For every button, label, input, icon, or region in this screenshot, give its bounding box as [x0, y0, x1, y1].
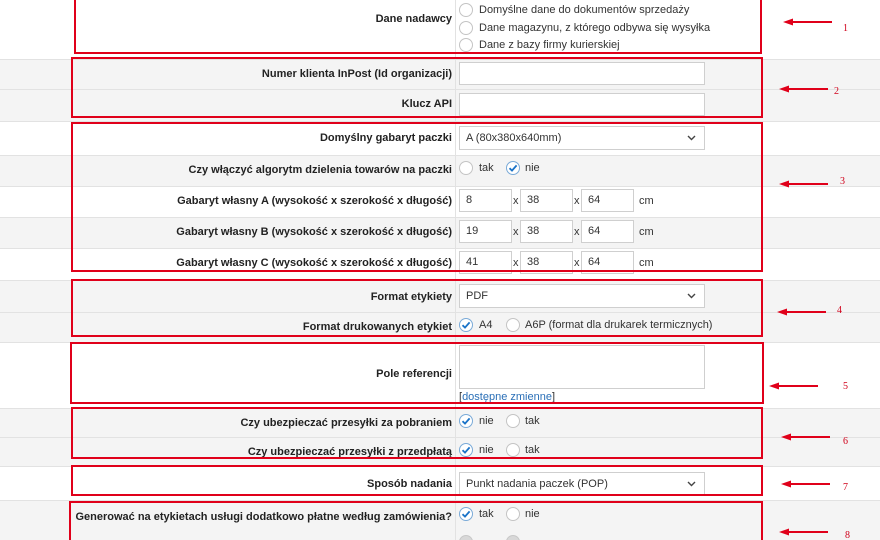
dimension-separator: x: [513, 226, 519, 238]
available-variables: [dostępne zmienne]: [459, 391, 556, 403]
annotation-arrow-icon: [778, 85, 830, 93]
annotation-box-5: [70, 342, 764, 404]
insure-cod-no-label[interactable]: nie: [479, 415, 494, 427]
split-yes-label[interactable]: tak: [479, 162, 494, 174]
annotation-number-4: 4: [837, 305, 842, 316]
annotation-number-8: 8: [845, 530, 850, 540]
annotation-arrow-icon: [778, 528, 830, 536]
print-a6p-label[interactable]: A6P (format dla drukarek termicznych): [525, 319, 713, 331]
annotation-arrow-icon: [776, 308, 828, 316]
custom-size-b-label: Gabaryt własny B (wysokość x szerokość x długość): [176, 226, 452, 238]
dimension-separator: x: [574, 195, 580, 207]
custom-size-c-label: Gabaryt własny C (wysokość x szerokość x długość): [176, 257, 452, 269]
custom-size-b-width[interactable]: 38: [520, 220, 573, 243]
custom-size-c-width[interactable]: 38: [520, 251, 573, 274]
custom-size-a-width[interactable]: 38: [520, 189, 573, 212]
annotation-box-3: [71, 122, 763, 272]
custom-size-b-length[interactable]: 64: [581, 220, 634, 243]
annotation-number-3: 3: [840, 176, 845, 187]
label-format-value: PDF: [466, 290, 488, 302]
custom-size-c-height[interactable]: 41: [459, 251, 512, 274]
annotation-arrow-icon: [778, 180, 830, 188]
dimension-separator: x: [513, 257, 519, 269]
unit-label: cm: [639, 257, 654, 269]
extra-services-label: Generować na etykietach usługi dodatkowo płatne według zamówienia?: [75, 511, 452, 523]
annotation-number-7: 7: [843, 482, 848, 493]
unit-label: cm: [639, 195, 654, 207]
annotation-box-8: [69, 501, 763, 540]
sender-option-warehouse-label[interactable]: Dane magazynu, z którego odbywa się wysyłka: [479, 22, 711, 34]
print-a4-label[interactable]: A4: [479, 319, 493, 331]
dispatch-method-value: Punkt nadania paczek (POP): [466, 478, 608, 490]
default-size-label: Domyślny gabaryt paczki: [319, 132, 452, 144]
split-algorithm-label: Czy włączyć algorytm dzielenia towarów na paczki: [188, 164, 452, 176]
annotation-number-2: 2: [834, 86, 839, 97]
client-number-label: Numer klienta InPost (Id organizacji): [261, 68, 452, 80]
annotation-box-6: [71, 407, 763, 459]
custom-size-a-length[interactable]: 64: [581, 189, 634, 212]
insure-prepaid-label: Czy ubezpieczać przesyłki z przedpłatą: [247, 446, 452, 458]
reference-field-label: Pole referencji: [376, 368, 452, 380]
annotation-arrow-icon: [780, 480, 832, 488]
insure-cod-yes-label[interactable]: tak: [525, 415, 540, 427]
api-key-label: Klucz API: [401, 98, 452, 110]
custom-size-b-height[interactable]: 19: [459, 220, 512, 243]
split-no-label[interactable]: nie: [525, 162, 540, 174]
annotation-box-2: [71, 57, 763, 118]
insure-prepaid-no-label[interactable]: nie: [479, 444, 494, 456]
custom-size-a-height[interactable]: 8: [459, 189, 512, 212]
extra-services-no-label[interactable]: nie: [525, 508, 540, 520]
dimension-separator: x: [513, 195, 519, 207]
annotation-number-5: 5: [843, 381, 848, 392]
print-format-label: Format drukowanych etykiet: [302, 321, 452, 333]
annotation-box-7: [71, 465, 763, 496]
sender-option-courier-label[interactable]: Dane z bazy firmy kurierskiej: [479, 39, 620, 51]
annotation-number-1: 1: [843, 23, 848, 34]
annotation-number-6: 6: [843, 436, 848, 447]
annotation-box-4: [71, 279, 763, 337]
default-size-value: A (80x380x640mm): [466, 132, 562, 144]
sender-data-label: Dane nadawcy: [375, 13, 452, 25]
insure-prepaid-yes-label[interactable]: tak: [525, 444, 540, 456]
annotation-arrow-icon: [780, 433, 832, 441]
annotation-arrow-icon: [768, 382, 820, 390]
label-format-label: Format etykiety: [370, 291, 452, 303]
custom-size-a-label: Gabaryt własny A (wysokość x szerokość x długość): [177, 195, 452, 207]
annotation-box-1: [74, 0, 762, 54]
extra-services-yes-label[interactable]: tak: [479, 508, 494, 520]
dimension-separator: x: [574, 226, 580, 238]
insure-cod-label: Czy ubezpieczać przesyłki za pobraniem: [240, 417, 452, 429]
annotation-arrow-icon: [782, 18, 834, 26]
sender-option-default-label[interactable]: Domyślne dane do dokumentów sprzedaży: [479, 4, 690, 16]
available-variables-link[interactable]: dostępne zmienne: [462, 391, 552, 403]
dimension-separator: x: [574, 257, 580, 269]
unit-label: cm: [639, 226, 654, 238]
dispatch-method-label: Sposób nadania: [367, 478, 452, 490]
custom-size-c-length[interactable]: 64: [581, 251, 634, 274]
